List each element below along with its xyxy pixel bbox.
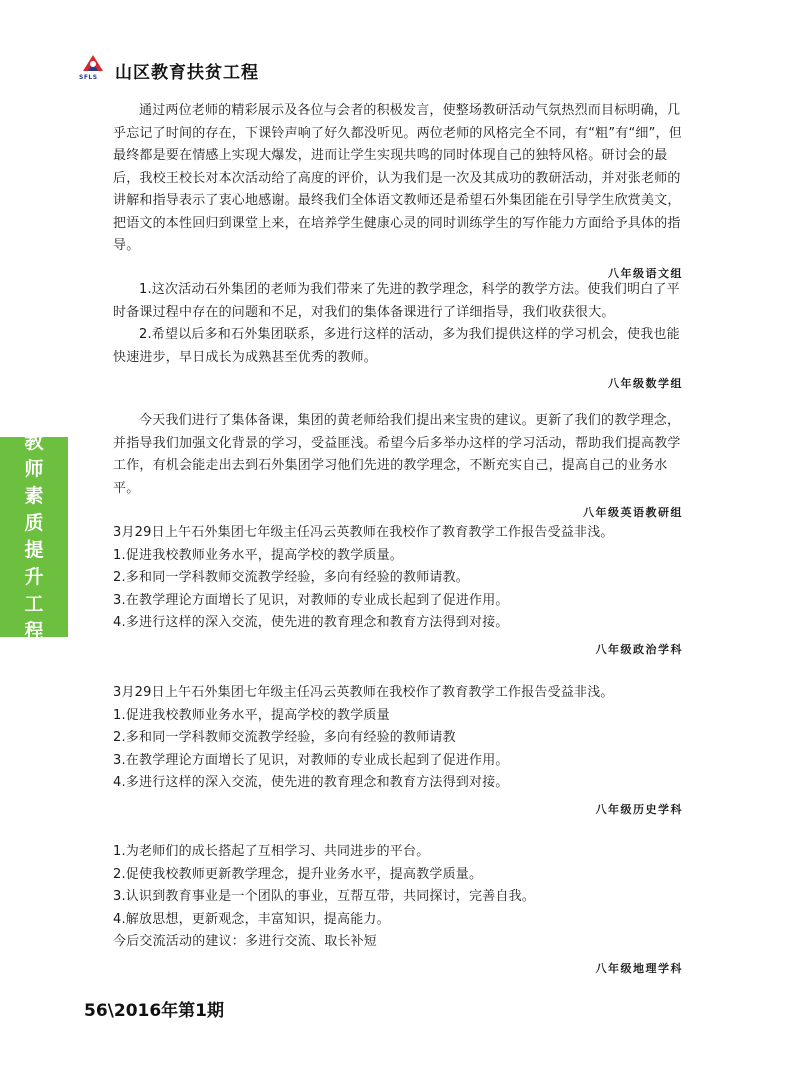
side-tab-char: 教: [24, 431, 44, 453]
page-header: [79, 50, 259, 82]
list-item: 2.多和同一学科教师交流教学经验，多向有经验的教师请教: [113, 730, 456, 745]
list-item: 2.促使我校教师更新教学理念，提升业务水平，提高教学质量。: [113, 866, 483, 882]
list-item: 2.希望以后多和石外集团联系，多进行这样的活动，多为我们提供这样的学习机会，使我也能快速进步，早日成长为成熟甚至优秀的教师。: [113, 327, 680, 365]
section-english-group: [113, 410, 683, 523]
list-item: 1.为老师们的成长搭起了互相学习、共同进步的平台。: [113, 844, 430, 859]
group-signature: 八年级地理学科: [595, 961, 683, 975]
section-history-group: [113, 682, 683, 820]
list-item: 3.在教学理论方面增长了见识，对教师的专业成长起到了促进作用。: [113, 592, 509, 608]
side-tab-char: 工: [24, 593, 44, 615]
section-intro: 3月29日上午石外集团七年级主任冯云英教师在我校作了教育教学工作报告受益非浅。: [113, 525, 614, 540]
group-signature: 八年级政治学科: [595, 642, 683, 656]
list-item: 1.促进我校教师业务水平，提高学校的教学质量: [113, 707, 390, 723]
list-item: 3.认识到教育事业是一个团队的事业，互帮互带，共同探讨，完善自我。: [113, 889, 536, 904]
group-signature: 八年级语文组: [608, 266, 683, 280]
side-tab-char: 升: [24, 566, 44, 588]
side-tab-char: 程: [24, 620, 44, 642]
section-intro: 3月29日上午石外集团七年级主任冯云英教师在我校作了教育教学工作报告受益非浅。: [113, 685, 614, 700]
page-footer: 56\2016年第1期: [84, 1001, 225, 1021]
section-math-group: [113, 279, 683, 394]
group-signature: 八年级历史学科: [595, 802, 683, 816]
group-signature: 八年级英语教研组: [583, 506, 683, 519]
list-item: 4.多进行这样的深入交流，使先进的教育理念和教育方法得到对接。: [113, 615, 509, 630]
list-item: 今后交流活动的建议：多进行交流、取长补短: [113, 934, 378, 949]
school-logo: [79, 51, 107, 81]
body-paragraph: 通过两位老师的精彩展示及各位与会者的积极发言，使整场教研活动气氛热烈而目标明确，几乎忘记了时间的存在，下课铃声响了好久都没听见。两位老师的风格完全不同，有“粗”有“细”，但最终都是要在情感上实现大爆发，进而让学生实现共鸣的同时体现自己的独特风格。研讨会的最后，我校王校长对本次活动给了高度的评价，认为我们是一次及其成功的教研活动，并对张老师的讲解和指导表示了衷心地感谢。最终我们全体语文教师还是希望石外集团能在引导学生欣赏美文，把语文的本性回归到课堂上来，在培养学生健康心灵的同时训练学生的写作能力方面给予具体的指导。: [113, 103, 682, 253]
side-tab-char: 提: [24, 539, 44, 561]
side-tab-char: 素: [24, 485, 44, 507]
list-item: 3.在教学理论方面增长了见识，对教师的专业成长起到了促进作用。: [113, 752, 509, 768]
list-item: 1.促进我校教师业务水平，提高学校的教学质量。: [113, 547, 404, 563]
side-tab-char: 师: [24, 458, 44, 480]
list-item: 4.多进行这样的深入交流，使先进的教育理念和教育方法得到对接。: [113, 775, 509, 790]
section-chinese-group: [113, 100, 683, 284]
list-item: 1.这次活动石外集团的老师为我们带来了先进的教学理念，科学的教学方法。使我们明白了平时备课过程中存在的问题和不足，对我们的集体备课进行了详细指导，我们收获很大。: [113, 282, 680, 320]
list-item: 2.多和同一学科教师交流教学经验，多向有经验的教师请教。: [113, 570, 470, 585]
group-signature: 八年级数学组: [608, 377, 683, 390]
list-item: 4.解放思想，更新观念，丰富知识，提高能力。: [113, 911, 390, 927]
side-section-tab: [0, 431, 68, 642]
logo-text: SFLS: [79, 74, 98, 81]
header-title: 山区教育扶贫工程: [115, 62, 259, 83]
body-paragraph: 今天我们进行了集体备课，集团的黄老师给我们提出来宝贵的建议。更新了我们的教学理念，并指导我们加强文化背景的学习，受益匪浅。希望今后多举办这样的学习活动，帮助我们提高教学工作，有机会能走出去到石外集团学习他们先进的教学理念，不断充实自己，提高自己的业务水平。: [113, 413, 681, 496]
section-politics-group: [113, 522, 683, 660]
side-tab-char: 质: [24, 512, 44, 534]
section-geography-group: [113, 841, 683, 979]
